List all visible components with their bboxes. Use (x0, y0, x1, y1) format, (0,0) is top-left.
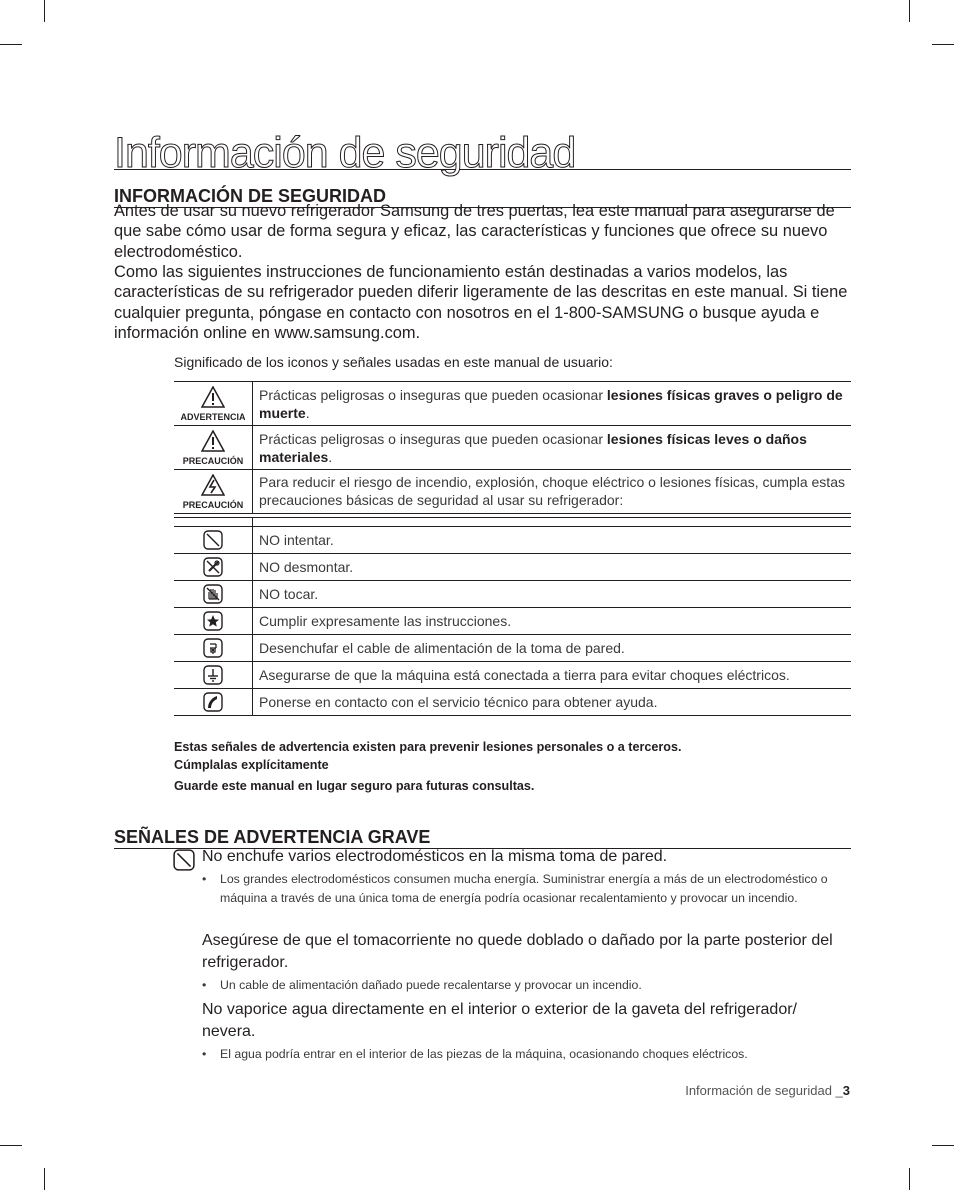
symbol-text: NO intentar. (253, 527, 852, 554)
warning-bullet (202, 870, 852, 907)
symbol-row (174, 554, 851, 581)
crop-mark (932, 1145, 954, 1146)
no-touch-icon (203, 584, 223, 604)
warning-bullets (202, 976, 852, 995)
caution-triangle-icon (201, 430, 225, 452)
alert-legend-table (174, 381, 851, 514)
symbol-legend-table (174, 517, 851, 716)
symbol-row (174, 608, 851, 635)
alert-row (174, 426, 851, 470)
bullet-dot: • (202, 978, 207, 992)
crop-mark (0, 44, 22, 45)
alert-label: PRECAUCIÓN (182, 499, 244, 510)
symbol-text: Asegurarse de que la máquina está conectada a tierra para evitar choques eléctricos. (253, 662, 852, 689)
section-heading-safety-info: INFORMACIÓN DE SEGURIDAD (114, 185, 851, 208)
warning-bullet (202, 976, 852, 995)
ground-icon (203, 665, 223, 685)
notice-text: Estas señales de advertencia existen para prevenir lesiones personales o a terceros. (174, 740, 682, 754)
crop-mark (44, 0, 45, 22)
notice-text: Cúmplalas explícitamente (174, 758, 329, 772)
warning-item (202, 846, 852, 907)
symbol-text: NO tocar. (253, 581, 852, 608)
crop-mark (909, 0, 910, 22)
alert-text-bold: lesiones físicas graves o peligro de muerte (259, 386, 843, 421)
section-heading-severe-warnings: SEÑALES DE ADVERTENCIA GRAVE (114, 826, 851, 849)
alert-row (174, 470, 851, 514)
unplug-icon (203, 638, 223, 658)
alert-row (174, 382, 851, 426)
alert-label: PRECAUCIÓN (182, 455, 244, 466)
alert-text: Para reducir el riesgo de incendio, explosión, choque eléctrico o lesiones físicas, cumpla estas precauciones básicas de seguridad al usar su refrigerador: (259, 474, 845, 508)
crop-mark (909, 1168, 910, 1190)
intro-paragraph-2: Como las siguientes instrucciones de funcionamiento están destinadas a varios modelos, las características de su refrigerador pueden diferir ligeramente de las descritas en este manual. Si tiene cualquier pregunta, póngase en contacto con nosotros en el 1-800-SAMSUNG o busque ayuda e información online en www.samsung.com. (114, 263, 848, 342)
crop-mark (44, 1168, 45, 1190)
page-number: 3 (842, 1083, 850, 1098)
symbol-row (174, 581, 851, 608)
alert-text: Prácticas peligrosas o inseguras que pueden ocasionar (259, 430, 607, 447)
symbol-row (174, 662, 851, 689)
symbol-text: Cumplir expresamente las instrucciones. (253, 608, 852, 635)
warning-bullet-text: Los grandes electrodomésticos consumen mucha energía. Suministrar energía a más de un electrodoméstico o máquina a través de una única toma de energía podría ocasionar recalentamiento y provocar un incendio. (220, 872, 828, 905)
alert-text-bold: lesiones físicas leves o daños materiales (259, 430, 807, 465)
warning-title: No vaporice agua directamente en el interior o exterior de la gaveta del refrigerador/ nevera. (202, 1001, 797, 1040)
prohibited-icon (173, 849, 195, 871)
warning-title: Asegúrese de que el tomacorriente no quede doblado o dañado por la parte posterior del refrigerador. (202, 932, 833, 971)
phone-icon (203, 692, 223, 712)
intro-paragraph-1: Antes de usar su nuevo refrigerador Samsung de tres puertas, lea este manual para asegurarse de que sabe cómo usar de forma segura y eficaz, las características y funciones que ofrece su nuevo electrodoméstico. (114, 202, 835, 261)
warning-bullets (202, 870, 852, 907)
alert-label: ADVERTENCIA (180, 411, 246, 422)
electric-caution-icon (201, 474, 225, 496)
alert-text: Prácticas peligrosas o inseguras que pueden ocasionar (259, 386, 607, 403)
page-title: Información de seguridad (114, 125, 851, 170)
warning-bullets (202, 1045, 852, 1064)
symbol-row (174, 527, 851, 554)
page-footer (685, 1083, 850, 1098)
symbol-text: NO desmontar. (253, 554, 852, 581)
symbol-row (174, 689, 851, 716)
symbol-text: Ponerse en contacto con el servicio técnico para obtener ayuda. (253, 689, 852, 716)
warning-bullet-text: El agua podría entrar en el interior de las piezas de la máquina, ocasionando choques eléctricos. (220, 1047, 748, 1061)
warning-triangle-icon (201, 386, 225, 408)
warning-bullet (202, 1045, 852, 1064)
warning-item (202, 930, 852, 995)
prohibited-icon (203, 530, 223, 550)
bullet-dot: • (202, 872, 207, 886)
no-disassemble-icon (203, 557, 223, 577)
footer-text: Información de seguridad _ (685, 1083, 843, 1098)
warning-bullet-text: Un cable de alimentación dañado puede recalentarse y provocar un incendio. (220, 978, 642, 992)
warning-title: No enchufe varios electrodomésticos en la misma toma de pared. (202, 848, 668, 865)
symbol-text: Desenchufar el cable de alimentación de la toma de pared. (253, 635, 852, 662)
alert-text-end: . (305, 404, 310, 421)
alert-text-end: . (328, 448, 333, 465)
follow-instructions-icon (203, 611, 223, 631)
notice-text: Guarde este manual en lugar seguro para futuras consultas. (174, 779, 535, 793)
crop-mark (0, 1145, 22, 1146)
symbol-row (174, 635, 851, 662)
legend-caption: Significado de los iconos y señales usadas en este manual de usuario: (174, 354, 613, 370)
warning-item (202, 999, 852, 1064)
crop-mark (932, 44, 954, 45)
bullet-dot: • (202, 1047, 207, 1061)
